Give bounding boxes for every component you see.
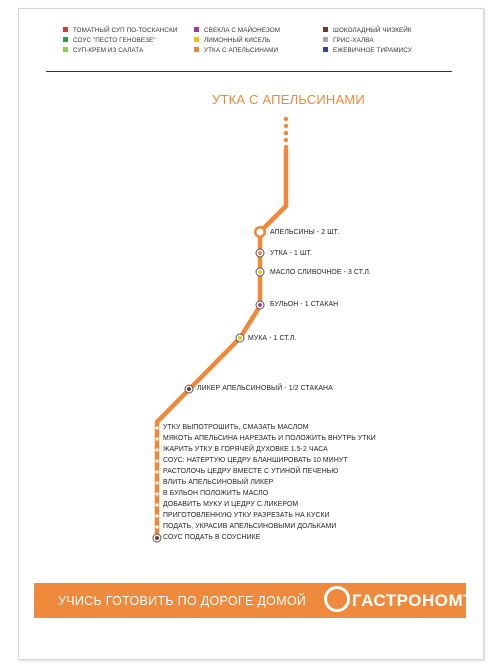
step-dot (155, 426, 158, 429)
route-dot (284, 131, 288, 135)
step-dot (155, 514, 158, 517)
step-text: МЯКОТЬ АПЕЛЬСИНА НАРЕЗАТЬ И ПОЛОЖИТЬ ВНУТРЬ УТКИ (163, 435, 376, 442)
ingredient-label: МАСЛО СЛИВОЧНОЕ - 3 СТ.Л. (270, 269, 371, 276)
route-dot (284, 138, 288, 142)
station-oranges (254, 226, 266, 238)
route-title: УТКА С АПЕЛЬСИНАМИ (212, 92, 365, 107)
ingredient-label: БУЛЬОН - 1 СТАКАН (270, 301, 339, 308)
legend-label: ЕЖЕВИЧНОЕ ТИРАМИСУ (333, 47, 412, 54)
terminal-label: СОУС ПОДАТЬ В СОУСНИКЕ (163, 534, 261, 541)
step-text: ПРИГОТОВЛЕННУЮ УТКУ РАЗРЕЗАТЬ НА КУСКИ (163, 512, 330, 519)
step-dot (155, 448, 158, 451)
step-text: РАСТОЛОЧЬ ЦЕДРУ ВМЕСТЕ С УТИНОЙ ПЕЧЕНЬЮ (163, 468, 339, 475)
route-dot (284, 117, 288, 121)
legend-label: ГРИС-ХАЛВА (333, 37, 374, 44)
step-dot (155, 481, 158, 484)
brand-logo: ГАСТРОНОМЪ (352, 591, 479, 610)
station-flour (236, 334, 244, 342)
station-inner (258, 303, 262, 307)
step-text: УТКУ ВЫПОТРОШИТЬ, СМАЗАТЬ МАСЛОМ (163, 424, 309, 431)
legend-label: СУП-КРЕМ ИЗ САЛАТА (73, 47, 144, 54)
step-dot (155, 470, 158, 473)
step-text: ЖАРИТЬ УТКУ В ГОРЯЧЕЙ ДУХОВКЕ 1.5-2 ЧАСА (163, 446, 328, 453)
step-text: ДОБАВИТЬ МУКУ И ЦЕДРУ С ЛИКЕРОМ (163, 501, 299, 508)
step-text: ВЛИТЬ АПЕЛЬСИНОВЫЙ ЛИКЕР (163, 479, 274, 486)
ingredient-label: ЛИКЕР АПЕЛЬСИНОВЫЙ - 1/2 СТАКАНА (197, 385, 333, 392)
legend-label: ШОКОЛАДНЫЙ ЧИЗКЕЙК (333, 27, 412, 34)
station-inner (187, 387, 191, 391)
brand-logo-ring (324, 586, 350, 612)
station-broth (256, 301, 264, 309)
legend-label: УТКА С АПЕЛЬСИНАМИ (204, 47, 279, 54)
ingredient-label: УТКА - 1 ШТ. (270, 250, 312, 257)
station-inner (258, 251, 262, 255)
step-text: В БУЛЬОН ПОЛОЖИТЬ МАСЛО (163, 490, 269, 497)
station-duck (256, 249, 264, 257)
step-dot (155, 459, 158, 462)
route-dot (284, 124, 288, 128)
ingredient-label: АПЕЛЬСИНЫ - 2 ШТ. (270, 229, 340, 236)
station-butter (256, 268, 264, 276)
route-start-dots (284, 117, 288, 149)
step-text: СОУС: НАТЕРТУЮ ЦЕДРУ БЛАНШИРОВАТЬ 10 МИНУТ (163, 457, 348, 464)
legend-label: ЛИМОННЫЙ КИСЕЛЬ (204, 37, 271, 44)
step-text: ПОДАТЬ, УКРАСИВ АПЕЛЬСИНОВЫМИ ДОЛЬКАМИ (163, 523, 337, 530)
station-inner (238, 336, 242, 340)
legend-label: СОУС "ПЕСТО ГЕНОВЕЗЕ" (73, 37, 156, 44)
legend-label: ТОМАТНЫЙ СУП ПО-ТОСКАНСКИ (73, 27, 178, 34)
station-inner (257, 229, 264, 236)
station-inner (155, 536, 159, 540)
legend-label: СВЕКЛА С МАЙОНЕЗОМ (204, 27, 281, 34)
station-inner (258, 270, 262, 274)
ingredient-label: МУКА - 1 СТ.Л. (248, 335, 297, 342)
station-terminal (153, 534, 161, 542)
step-dot (155, 437, 158, 440)
step-dot (155, 525, 158, 528)
step-dot (155, 492, 158, 495)
station-liqueur (185, 385, 193, 393)
step-dot (155, 503, 158, 506)
footer-slogan: УЧИСЬ ГОТОВИТЬ ПО ДОРОГЕ ДОМОЙ (58, 594, 307, 608)
